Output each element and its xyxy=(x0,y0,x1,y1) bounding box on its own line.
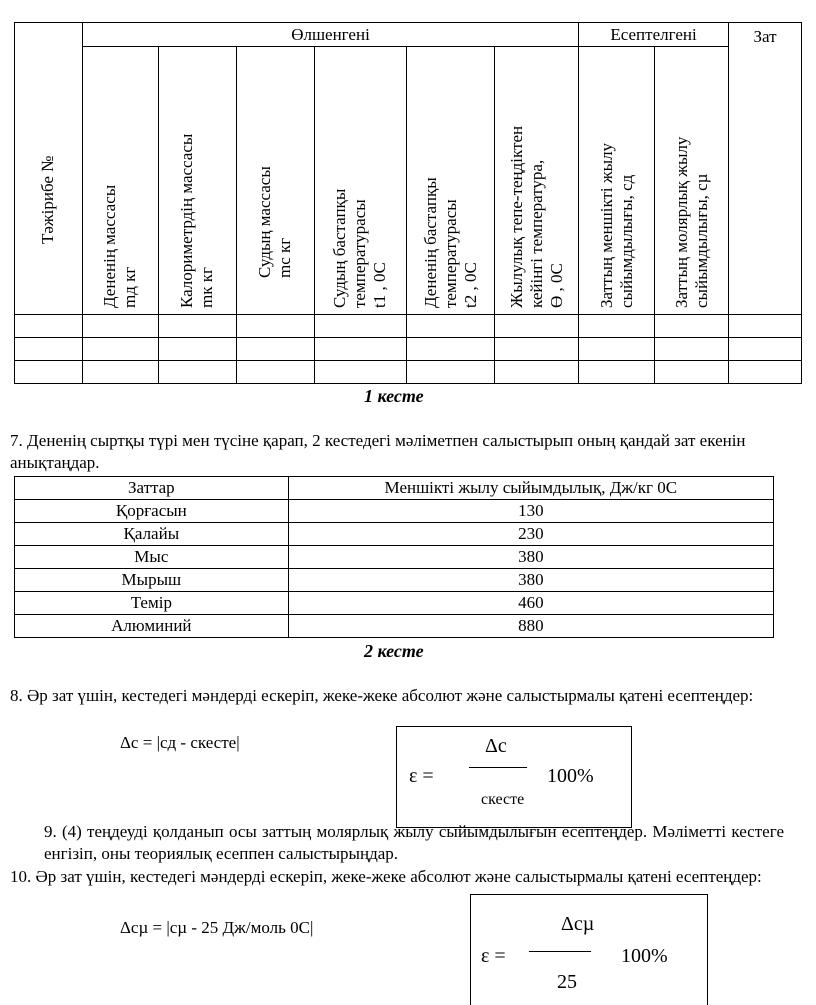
formula-absolute-error: Δc = |cд - cкесте| xyxy=(120,733,240,752)
col-body-initial-temp: Дененің бастапқы температурасы t2 , 0С xyxy=(407,47,495,315)
formula-percent: 100% xyxy=(547,765,594,787)
table-1 xyxy=(14,22,802,384)
item-8-text: 8. Әр зат үшін, кестедегі мәндерді ескеріп, жеке-жеке абсолют және салыстырмалы қатені есептеңдер: xyxy=(10,686,754,705)
table-2-header-heat: Меншікті жылу сыйымдылық, Дж/кг 0С xyxy=(288,477,773,500)
table-row: Алюминий 880 xyxy=(15,615,774,638)
col-specific-heat: Заттың меншікті жылу сыйымдылығы, сд xyxy=(579,47,655,315)
item-10-text: 10. Әр зат үшін, кестедегі мәндерді ескеріп, жеке-жеке абсолют және салыстырмалы қатені есептеңдер: xyxy=(10,867,762,886)
table-row: Қалайы 230 xyxy=(15,523,774,546)
formula-denominator: cкесте xyxy=(481,791,525,808)
col-body-mass: Дененің массасы mд кг xyxy=(82,47,158,315)
col-water-initial-temp: Судың бастапқы температурасы t1 , 0С xyxy=(314,47,407,315)
table-row: Қорғасын 130 xyxy=(15,500,774,523)
group-substance: Зат xyxy=(729,23,802,315)
formula-molar-absolute-error: Δcµ = |cµ - 25 Дж/моль 0С| xyxy=(120,918,314,937)
table-2-caption: 2 кесте xyxy=(364,641,424,661)
col-water-mass: Судың массасы mс кг xyxy=(236,47,314,315)
table-row: Мыс 380 xyxy=(15,546,774,569)
formula-numerator: Δc xyxy=(485,735,507,757)
item-7-text: 7. Дененің сыртқы түрі мен түсіне қарап, 2 кестедегі мәліметпен салыстырып оның қандай зат екенін анықтаңдар. xyxy=(10,431,746,472)
table-row xyxy=(15,338,802,361)
fraction-line-2 xyxy=(529,951,591,952)
col-molar-heat: Заттың молярлық жылу сыйымдылығы, сµ xyxy=(655,47,729,315)
table-row: Темір 460 xyxy=(15,592,774,615)
col-equilibrium-temp: Жылулық тепе-теңдіктен кейінгі температура, Ɵ , 0С xyxy=(495,47,579,315)
formula-eps: ε = xyxy=(409,765,434,787)
table-1-caption: 1 кесте xyxy=(364,386,424,406)
group-calculated: Есептелгені xyxy=(579,23,729,47)
col-experiment-header: Тәжірибе № xyxy=(15,23,83,315)
formula-percent-2: 100% xyxy=(621,945,668,967)
col-calorimeter-mass: Калориметрдің массасы mк кг xyxy=(158,47,236,315)
fraction-line xyxy=(469,767,527,768)
table-row xyxy=(15,315,802,338)
table-row xyxy=(15,361,802,384)
formula-molar-relative-error-box xyxy=(470,894,708,1005)
table-2 xyxy=(14,476,774,638)
table-row: Мырыш 380 xyxy=(15,569,774,592)
table-2-header-substance: Заттар xyxy=(15,477,289,500)
table-2-header xyxy=(15,477,774,500)
formula-eps-2: ε = xyxy=(481,945,506,967)
formula-relative-error-box xyxy=(396,726,632,828)
item-9-text: 9. (4) теңдеуді қолданып осы заттың молярлық жылу сыйымдылығын есептеңдер. Мәліметті кестеге енгізіп, оны теориялық есеппен салыстырыңдар. xyxy=(44,822,784,863)
formula-denominator-2: 25 xyxy=(557,971,577,993)
formula-numerator-2: Δcµ xyxy=(561,913,595,935)
group-measured: Өлшенгені xyxy=(82,23,578,47)
